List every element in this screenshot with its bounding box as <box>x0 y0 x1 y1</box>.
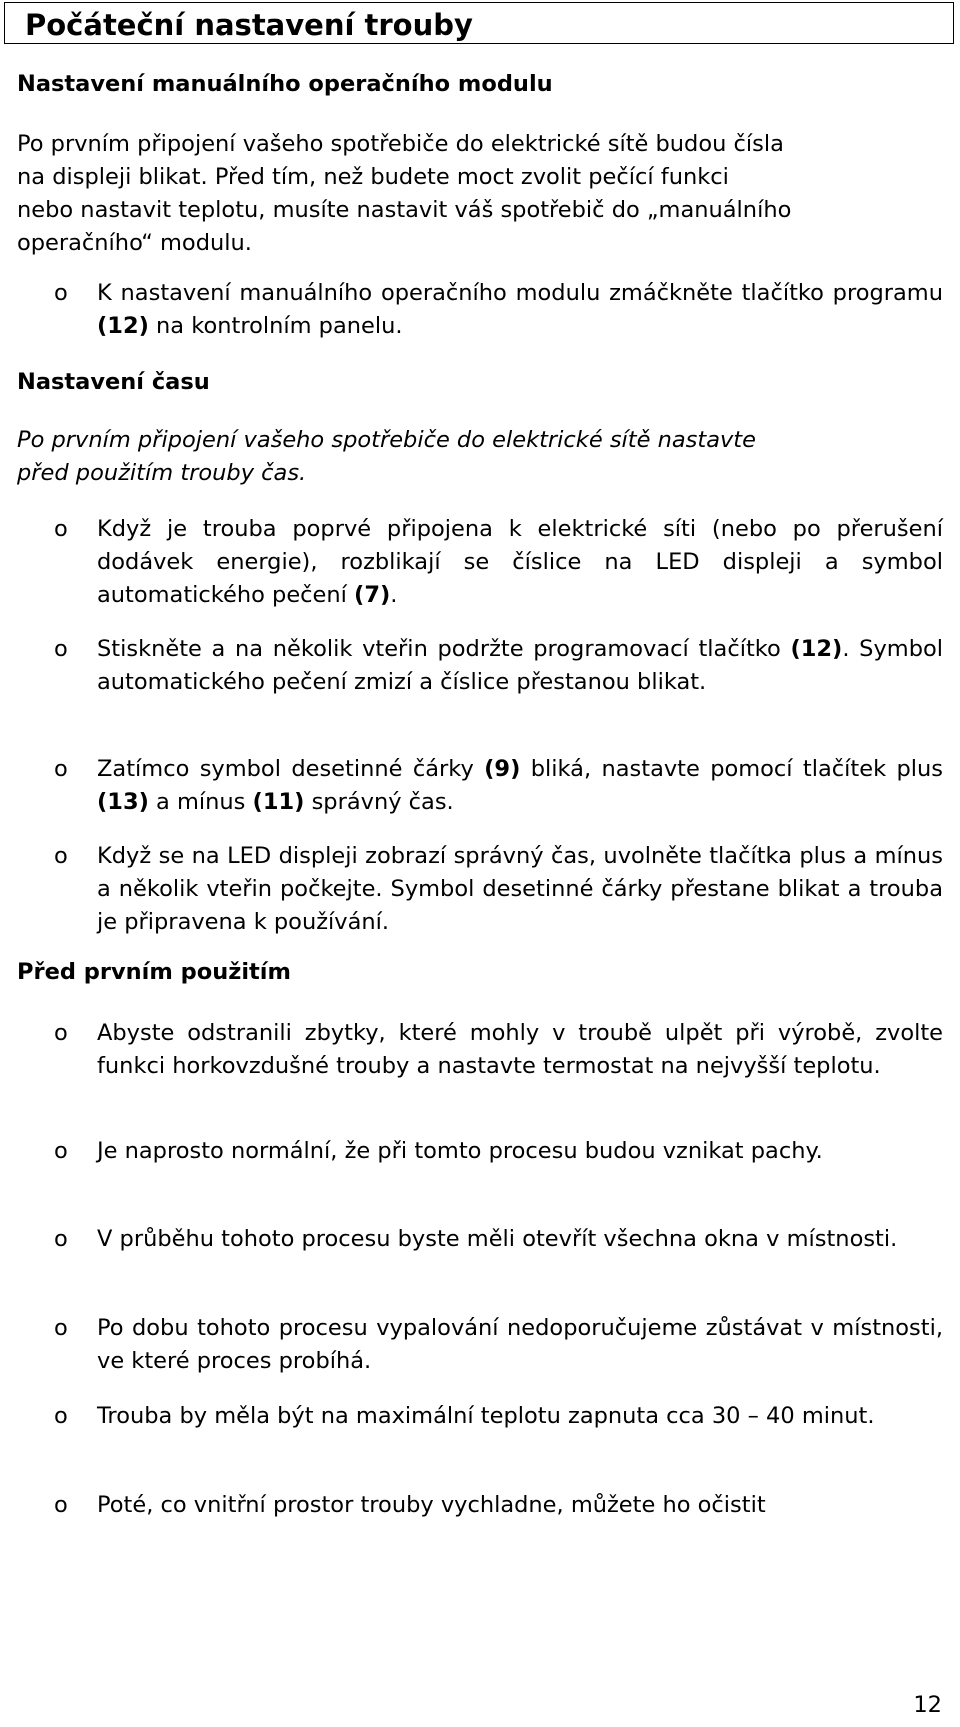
bullet-item <box>97 753 943 819</box>
paragraph-line: Po prvním připojení vašeho spotřebiče do elektrické sítě budou čísla <box>17 131 784 157</box>
paragraph-line: nebo nastavit teplotu, musíte nastavit váš spotřebič do „manuálního <box>17 197 792 223</box>
bullet-marker: o <box>54 1138 68 1164</box>
text-run: a mínus <box>148 789 253 815</box>
reference-number: (13) <box>97 789 149 815</box>
reference-number: (9) <box>484 756 521 782</box>
bullet-marker: o <box>54 1492 68 1518</box>
text-run: . <box>390 582 398 608</box>
section-heading-first-use: Před prvním použitím <box>17 959 291 985</box>
time-intro-paragraph <box>17 424 943 490</box>
reference-number: (12) <box>97 313 149 339</box>
text-run: K nastavení manuálního operačního modulu zmáčkněte tlačítko programu <box>97 280 943 306</box>
text-run: Když je trouba poprvé připojena k elektrické síti (nebo po přerušení dodávek energie), rozblikají se číslice na LED displeji a symbol automatického pečení <box>97 516 943 608</box>
text-run: bliká, nastavte pomocí tlačítek plus <box>520 756 943 782</box>
paragraph-line: před použitím trouby čas. <box>17 460 307 486</box>
bullet-item <box>97 1135 943 1168</box>
text-run: Poté, co vnitřní prostor trouby vychladne, můžete ho očistit <box>97 1492 766 1518</box>
bullet-item <box>97 1489 943 1522</box>
page-number: 12 <box>913 1692 942 1718</box>
text-run: na kontrolním panelu. <box>148 313 403 339</box>
reference-number: (11) <box>252 789 305 815</box>
text-run: Stiskněte a na několik vteřin podržte programovací tlačítko <box>97 636 791 662</box>
bullet-marker: o <box>54 1403 68 1429</box>
bullet-marker: o <box>54 1226 68 1252</box>
text-run: Když se na LED displeji zobrazí správný čas, uvolněte tlačítka plus a mínus a několik vteřin počkejte. Symbol desetinné čárky přestane blikat a trouba je připravena k používání. <box>97 843 943 935</box>
bullet-item <box>97 1223 943 1256</box>
bullet-marker: o <box>54 843 68 869</box>
text-run: V průběhu tohoto procesu byste měli otevřít všechna okna v místnosti. <box>97 1226 898 1252</box>
bullet-marker: o <box>54 1315 68 1341</box>
bullet-item <box>97 1017 943 1083</box>
text-run: Trouba by měla být na maximální teplotu zapnuta cca 30 – 40 minut. <box>97 1403 875 1429</box>
section-heading-manual-module: Nastavení manuálního operačního modulu <box>17 71 553 97</box>
text-run: Abyste odstranili zbytky, které mohly v troubě ulpět při výrobě, zvolte funkci horkovzdušné trouby a nastavte termostat na nejvyšší teplotu. <box>97 1020 943 1079</box>
bullet-item <box>97 1312 943 1378</box>
paragraph-line: Po prvním připojení vašeho spotřebiče do elektrické sítě nastavte <box>17 427 756 453</box>
paragraph-line: operačního“ modulu. <box>17 230 252 256</box>
bullet-marker: o <box>54 280 68 306</box>
bullet-item <box>97 840 943 939</box>
text-run: Zatímco symbol desetinné čárky <box>97 756 485 782</box>
bullet-marker: o <box>54 516 68 542</box>
bullet-marker: o <box>54 756 68 782</box>
text-run: Je naprosto normální, že při tomto procesu budou vznikat pachy. <box>97 1138 823 1164</box>
bullet-item <box>97 633 943 699</box>
text-run: Po dobu tohoto procesu vypalování nedoporučujeme zůstávat v místnosti, ve které proces probíhá. <box>97 1315 943 1374</box>
page-title: Počáteční nastavení trouby <box>25 8 473 42</box>
bullet-item <box>97 513 943 612</box>
title-box <box>4 2 954 44</box>
bullet-marker: o <box>54 1020 68 1046</box>
reference-number: (12) <box>790 636 843 662</box>
text-run: . Symbol automatického pečení zmizí a číslice přestanou blikat. <box>97 636 943 695</box>
reference-number: (7) <box>354 582 391 608</box>
bullet-item <box>97 1400 943 1433</box>
bullet-marker: o <box>54 636 68 662</box>
section-heading-time-setting: Nastavení času <box>17 369 210 395</box>
bullet-item <box>97 277 943 343</box>
paragraph-line: na displeji blikat. Před tím, než budete moct zvolit pečící funkci <box>17 164 729 190</box>
text-run: správný čas. <box>304 789 454 815</box>
intro-paragraph <box>17 128 943 260</box>
